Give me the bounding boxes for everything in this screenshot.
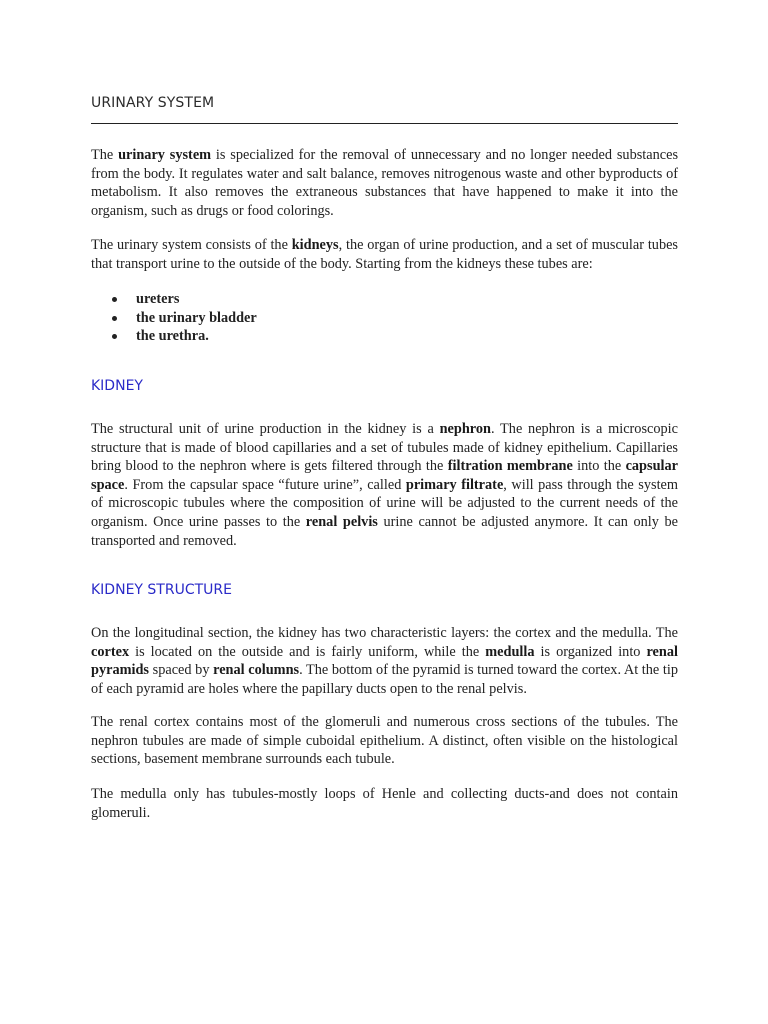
term-capsular-space: capsular space bbox=[91, 458, 678, 493]
text-run: is organized into bbox=[534, 643, 647, 660]
text-run: , the organ of urine production, and a set of muscular tubes that transport urine to the outside of the body. Starting from the kidneys these tubes are: bbox=[91, 237, 678, 272]
intro-paragraph-1 bbox=[91, 146, 678, 220]
bullet-icon bbox=[112, 297, 117, 302]
term-cortex: cortex bbox=[91, 643, 130, 660]
intro-paragraph-2 bbox=[91, 236, 678, 273]
term-renal-columns: renal columns bbox=[213, 662, 300, 679]
text-run: . From the capsular space “future urine”, called bbox=[124, 476, 406, 493]
list-item-label: the urethra. bbox=[136, 328, 209, 345]
tube-list bbox=[91, 290, 678, 346]
text-run: The bbox=[91, 147, 119, 163]
kidney-structure-paragraph-2: The renal cortex contains most of the glomeruli and numerous cross sections of the tubules. The nephron tubules are made of simple cuboidal epithelium. A distinct, often visible on the histological sections, basement membrane surrounds each tubule. bbox=[91, 714, 678, 768]
term-filtration-membrane: filtration membrane bbox=[447, 458, 573, 475]
text-run: is located on the outside and is fairly uniform, while the bbox=[129, 643, 486, 660]
page-title: URINARY SYSTEM bbox=[91, 95, 215, 111]
bullet-icon bbox=[112, 334, 117, 339]
term-urinary-system: urinary system bbox=[118, 147, 212, 163]
list-item bbox=[91, 290, 678, 309]
term-primary-filtrate: primary filtrate bbox=[405, 476, 504, 493]
text-run: The structural unit of urine production in the kidney is a bbox=[91, 421, 440, 437]
section-heading-kidney-structure: KIDNEY STRUCTURE bbox=[91, 582, 232, 598]
text-run: On the longitudinal section, the kidney has two characteristic layers: the cortex and the medulla. The bbox=[91, 625, 678, 641]
section-heading-kidney: KIDNEY bbox=[91, 378, 143, 394]
kidney-structure-paragraph-1 bbox=[91, 624, 678, 698]
text-run: , will pass through the system of microscopic tubules where the composition of urine will be adjusted to the current needs of the organism. Once urine passes to the bbox=[91, 476, 679, 530]
list-item bbox=[91, 309, 678, 328]
bullet-icon bbox=[112, 316, 117, 321]
kidney-paragraph bbox=[91, 420, 678, 550]
list-item bbox=[91, 327, 678, 346]
term-nephron: nephron bbox=[439, 421, 491, 437]
term-renal-pelvis: renal pelvis bbox=[305, 513, 378, 530]
text-run: into the bbox=[572, 458, 626, 475]
text-run: spaced by bbox=[149, 662, 214, 679]
term-medulla: medulla bbox=[485, 643, 535, 660]
term-kidneys: kidneys bbox=[291, 237, 339, 253]
text-run: . The bottom of the pyramid is turned toward the cortex. At the tip of each pyramid are holes where the papillary ducts open to the renal pelvis. bbox=[91, 662, 678, 697]
text-run: urine cannot be adjusted anymore. It can only be transported and removed. bbox=[91, 513, 678, 549]
text-run: is specialized for the removal of unnecessary and no longer needed substances from the body. It regulates water and salt balance, removes nitrogenous waste and other byproducts of metabolism. It also removes the extraneous substances that have happened to make it into the organism, such as drugs or food colorings. bbox=[91, 147, 679, 219]
term-renal-pyramids: renal pyramids bbox=[91, 643, 678, 679]
list-item-label: the urinary bladder bbox=[136, 309, 257, 326]
list-item-label: ureters bbox=[136, 291, 180, 307]
text-run: The urinary system consists of the bbox=[91, 237, 292, 253]
text-run: . The nephron is a microscopic structure that is made of blood capillaries and a set of tubules made of kidney epithelium. Capillaries bring blood to the nephron where is gets filtered through the bbox=[91, 421, 678, 475]
title-divider bbox=[91, 123, 678, 124]
kidney-structure-paragraph-3: The medulla only has tubules-mostly loops of Henle and collecting ducts-and does not contain glomeruli. bbox=[91, 786, 678, 821]
